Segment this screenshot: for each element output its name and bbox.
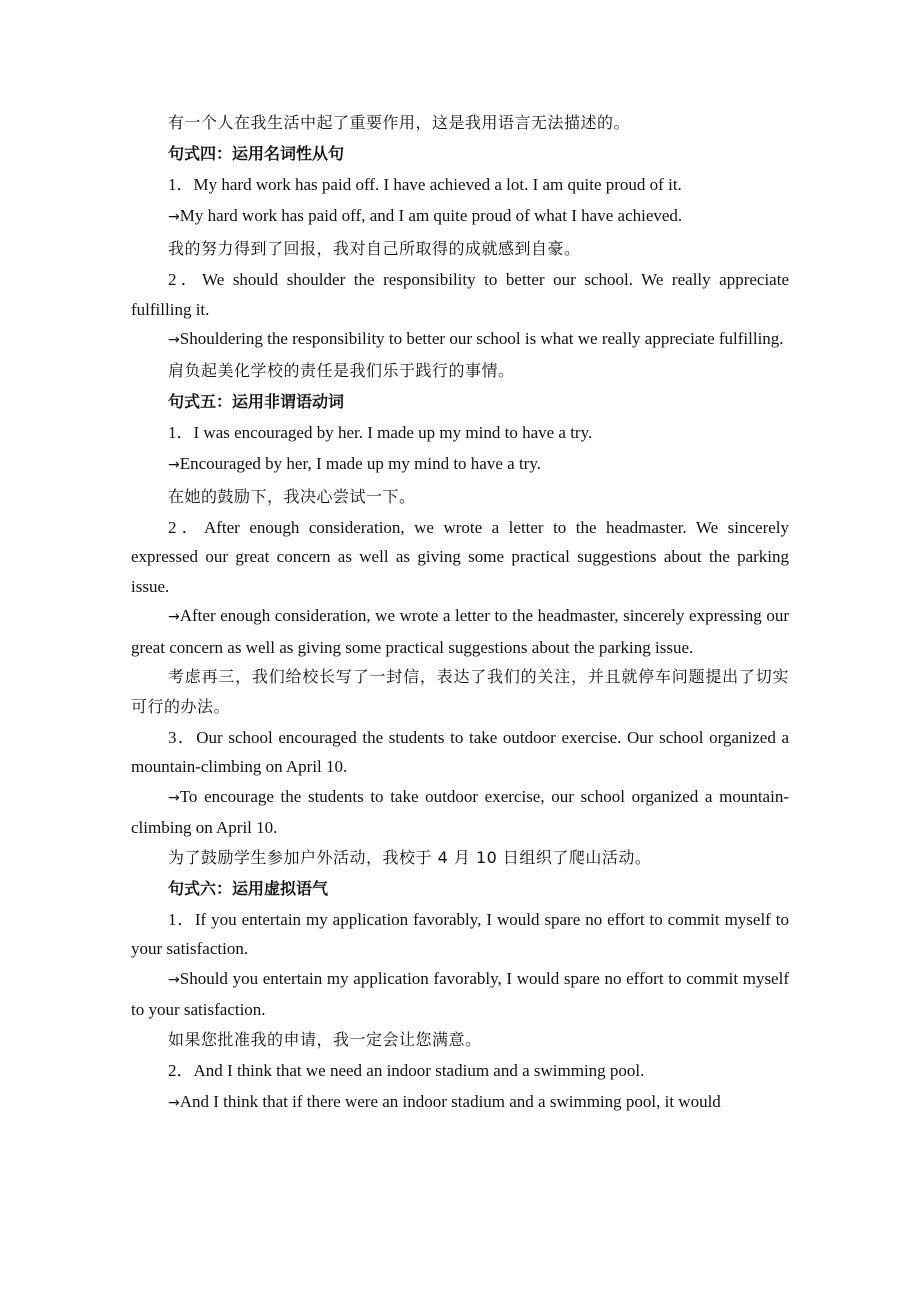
- example-chinese-translation: 如果您批准我的申请，我一定会让您满意。: [168, 1029, 482, 1049]
- rewritten-text: To encourage the students to take outdoor exercise, our school organized a mountain-climbing on April 10.: [131, 786, 789, 837]
- example-chinese-translation: 肩负起美化学校的责任是我们乐于践行的事情。: [168, 360, 515, 380]
- example-rewritten-sentence: [131, 201, 789, 233]
- right-arrow-icon: →: [168, 209, 180, 225]
- example-chinese-translation: 在她的鼓励下，我决心尝试一下。: [168, 486, 416, 506]
- example-rewritten-sentence: [131, 324, 789, 356]
- rewritten-text: Encouraged by her, I made up my mind to have a try.: [179, 453, 541, 473]
- right-arrow-icon: →: [168, 332, 180, 348]
- section-heading-5: 句式五：运用非谓语动词: [168, 391, 345, 411]
- example-chinese-translation: 我的努力得到了回报，我对自己所取得的成就感到自豪。: [168, 239, 581, 258]
- example-original-sentence: 2．We should shoulder the responsibility to better our school. We really appreciate fulfilling it.: [131, 270, 789, 319]
- example-original-sentence: 1．If you entertain my application favorably, I would spare no effort to commit myself to your satisfaction.: [131, 909, 789, 958]
- example-original-sentence: 1．I was encouraged by her. I made up my mind to have a try.: [168, 422, 593, 442]
- rewritten-text: After enough consideration, we wrote a letter to the headmaster, sincerely expressing our great concern as well as giving some practical suggestions about the parking issue.: [131, 606, 789, 657]
- example-rewritten-sentence: [131, 964, 789, 1025]
- section-heading-4: 句式四：运用名词性从句: [168, 144, 345, 163]
- rewritten-text: And I think that if there were an indoor stadium and a swimming pool, it would: [179, 1091, 721, 1111]
- example-rewritten-sentence: [131, 1087, 789, 1119]
- right-arrow-icon: →: [168, 456, 180, 473]
- section-heading-6: 句式六：运用虚拟语气: [168, 878, 329, 898]
- example-original-sentence: 1．My hard work has paid off. I have achieved a lot. I am quite proud of it.: [168, 175, 682, 194]
- example-chinese-translation: 为了鼓励学生参加户外活动，我校于 4 月 10 日组织了爬山活动。: [168, 847, 652, 867]
- example-rewritten-sentence: [131, 449, 789, 481]
- rewritten-text: Should you entertain my application favorably, I would spare no effort to commit myself to your satisfaction.: [131, 968, 789, 1019]
- document-page: [131, 108, 789, 1118]
- example-original-sentence: 2．And I think that we need an indoor stadium and a swimming pool.: [168, 1060, 645, 1080]
- rewritten-text: Shouldering the responsibility to better our school is what we really appreciate fulfilling.: [179, 329, 784, 348]
- example-rewritten-sentence: [131, 782, 789, 843]
- right-arrow-icon: →: [168, 609, 180, 625]
- right-arrow-icon: →: [168, 971, 180, 988]
- right-arrow-icon: →: [168, 789, 180, 806]
- right-arrow-icon: →: [168, 1094, 180, 1111]
- example-chinese-translation: 考虑再三，我们给校长写了一封信，表达了我们的关注，并且就停车问题提出了切实可行的办法。: [131, 667, 789, 716]
- example-original-sentence: 2．After enough consideration, we wrote a letter to the headmaster. We sincerely expressed our great concern as well as giving some practical suggestions about the parking issue.: [131, 517, 789, 596]
- paragraph-chinese-translation: 有一个人在我生活中起了重要作用，这是我用语言无法描述的。: [168, 113, 631, 132]
- example-rewritten-sentence: [131, 601, 789, 662]
- rewritten-text: My hard work has paid off, and I am quite proud of what I have achieved.: [179, 206, 683, 225]
- example-original-sentence: 3．Our school encouraged the students to take outdoor exercise. Our school organized a mountain-climbing on April 10.: [131, 727, 789, 776]
